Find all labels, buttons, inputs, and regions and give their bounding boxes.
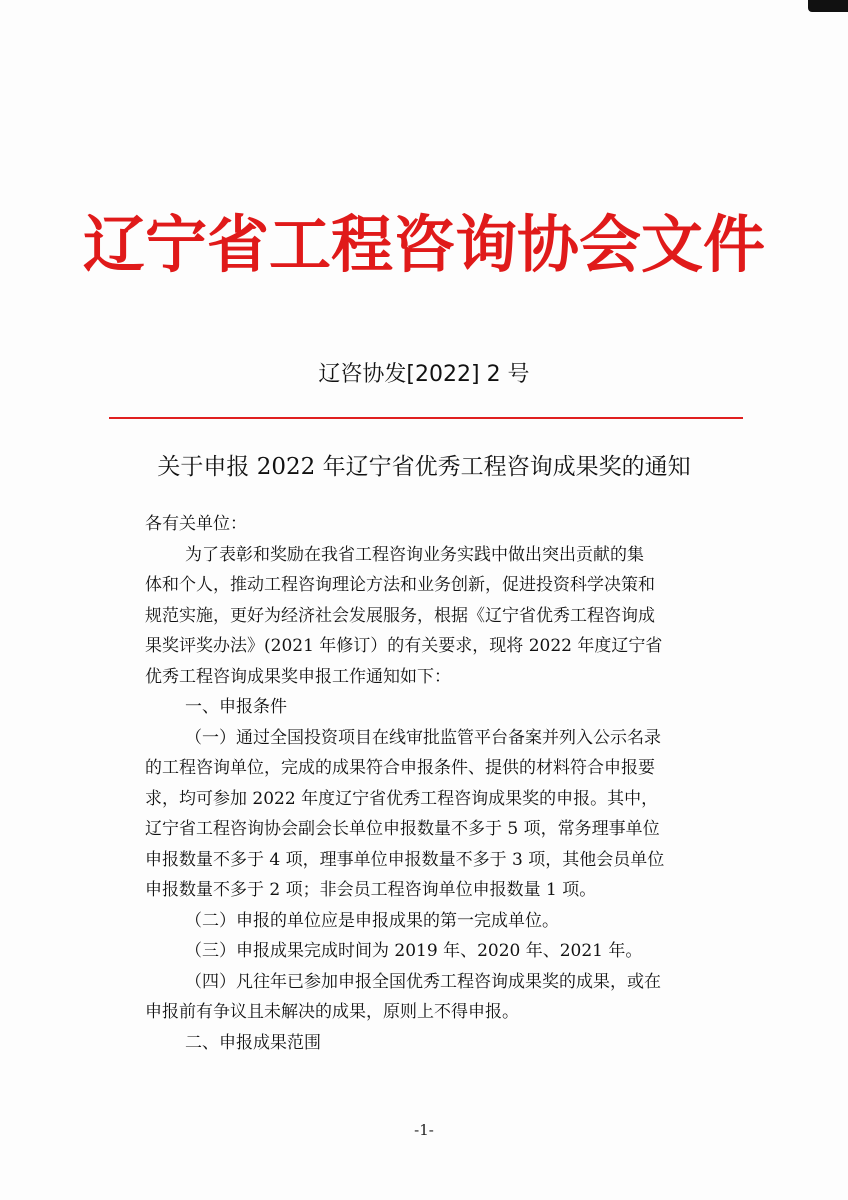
section-heading: 一、申报条件 xyxy=(185,697,287,717)
scan-corner-mark xyxy=(808,0,848,12)
paragraph-line: 的工程咨询单位，完成的成果符合申报条件、提供的材料符合申报要 xyxy=(145,758,655,778)
paragraph-line: 果奖评奖办法》(2021 年修订）的有关要求，现将 2022 年度辽宁省 xyxy=(145,636,663,656)
paragraph-line: 优秀工程咨询成果奖申报工作通知如下： xyxy=(145,666,451,687)
document-number: 辽咨协发[2022] 2 号 xyxy=(318,362,530,387)
paragraph-line: 申报前有争议且未解决的成果，原则上不得申报。 xyxy=(145,1002,519,1022)
notice-title: 关于申报 2022 年辽宁省优秀工程咨询成果奖的通知 xyxy=(157,454,691,480)
header-divider xyxy=(109,417,743,419)
paragraph-line: （二）申报的单位应是申报成果的第一完成单位。 xyxy=(185,910,559,931)
document-header-title: 辽宁省工程咨询协会文件 xyxy=(82,208,765,281)
paragraph-line: 辽宁省工程咨询协会副会长单位申报数量不多于 5 项，常务理事单位 xyxy=(145,819,660,839)
paragraph-line: 申报数量不多于 4 项，理事单位申报数量不多于 3 项，其他会员单位 xyxy=(145,849,665,870)
paragraph-line: （一）通过全国投资项目在线审批监管平台备案并列入公示名录 xyxy=(185,727,661,748)
paragraph-line: 求，均可参加 2022 年度辽宁省优秀工程咨询成果奖的申报。其中， xyxy=(145,788,659,809)
paragraph-line: 规范实施，更好为经济社会发展服务，根据《辽宁省优秀工程咨询成 xyxy=(145,605,655,626)
page-number: -1- xyxy=(414,1121,434,1139)
paragraph-line: 为了表彰和奖励在我省工程咨询业务实践中做出突出贡献的集 xyxy=(185,544,644,565)
section-heading: 二、申报成果范围 xyxy=(185,1032,321,1053)
paragraph-line: 体和个人，推动工程咨询理论方法和业务创新，促进投资科学决策和 xyxy=(145,575,655,595)
salutation: 各有关单位： xyxy=(145,514,247,534)
paragraph-line: 申报数量不多于 2 项；非会员工程咨询单位申报数量 1 项。 xyxy=(145,880,597,900)
paragraph-line: （三）申报成果完成时间为 2019 年、2020 年、2021 年。 xyxy=(185,941,643,961)
paragraph-line: （四）凡往年已参加申报全国优秀工程咨询成果奖的成果，或在 xyxy=(185,971,661,992)
